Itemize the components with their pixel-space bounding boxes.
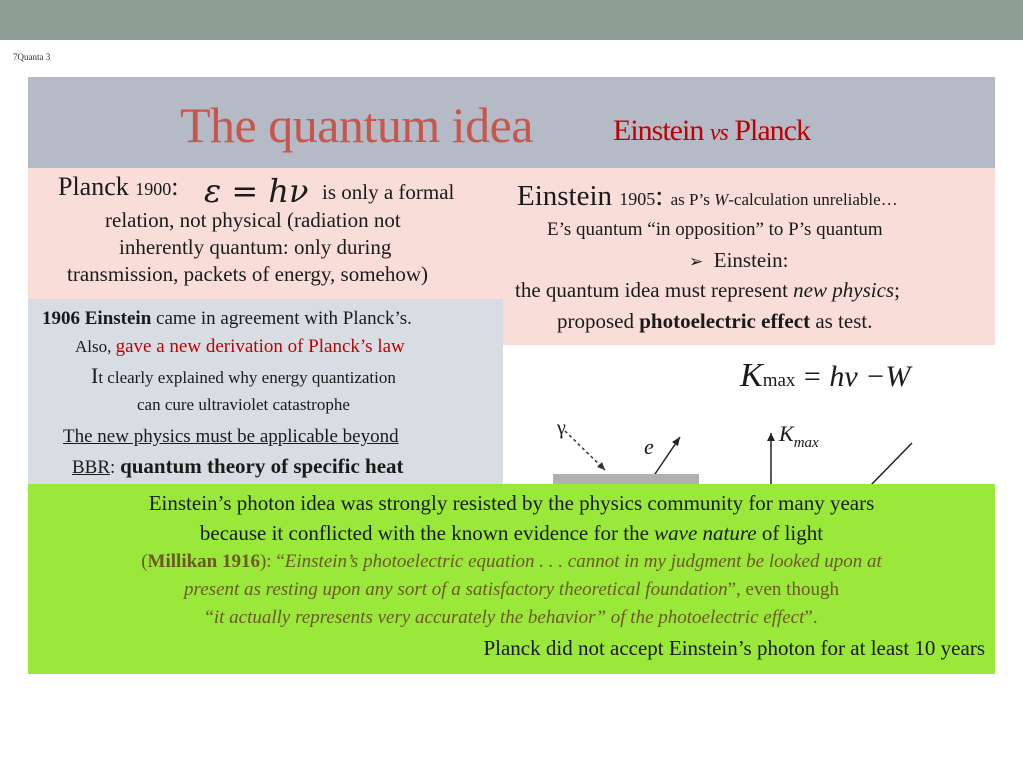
conclusion-quote-2: present as resting upon any sort of a satisfactory theoretical foundation”, even though bbox=[184, 579, 839, 600]
agreement-text-2: Also, gave a new derivation of Planck’s law bbox=[75, 336, 405, 357]
conclusion-quote-3: “it actually represents very accurately the behavior” of the photoelectric effect”. bbox=[205, 607, 818, 628]
einstein-heading: Einstein 1905: as P’s W-calculation unreliable… bbox=[517, 180, 898, 212]
slide-title: The quantum idea bbox=[180, 97, 533, 153]
subtitle-vs: vs bbox=[709, 120, 728, 146]
subtitle-planck: Planck bbox=[727, 114, 810, 147]
einstein-panel bbox=[503, 168, 995, 345]
subtitle-einstein: Einstein bbox=[613, 114, 710, 147]
kmax-line bbox=[871, 443, 912, 485]
gamma-label: γ bbox=[557, 417, 566, 439]
agreement-text-3: It clearly explained why energy quantization bbox=[91, 363, 396, 388]
planck-formula: ε = hν bbox=[204, 172, 309, 210]
conclusion-panel bbox=[28, 484, 995, 674]
agreement-text-5: The new physics must be applicable beyond bbox=[63, 426, 399, 447]
slide-subtitle bbox=[613, 114, 810, 148]
einstein-note: as P’s W-calculation unreliable… bbox=[670, 190, 898, 209]
electron-label: e bbox=[644, 434, 654, 459]
kmax-axis-arrowhead-icon bbox=[767, 433, 775, 441]
conclusion-text-final: Planck did not accept Einstein’s photon for at least 10 years bbox=[483, 636, 985, 660]
photoelectric-equation: Kmax = hν −W bbox=[740, 357, 911, 394]
einstein-text-2: E’s quantum “in opposition” to P’s quantum bbox=[547, 219, 883, 240]
planck-panel bbox=[28, 168, 503, 299]
planck-heading: Planck 1900: bbox=[58, 172, 179, 201]
agreement-text-4: can cure ultraviolet catastrophe bbox=[137, 395, 350, 414]
slide-label: 7Quanta 3 bbox=[13, 52, 51, 62]
kmax-label: $K_{max}$ bbox=[779, 421, 819, 451]
photon-arrowhead-icon bbox=[597, 462, 605, 470]
einstein-text-4: the quantum idea must represent new physics; bbox=[515, 278, 900, 302]
conclusion-quote-1: (Millikan 1916): “Einstein’s photoelectric equation . . . cannot in my judgment be looked upon at bbox=[141, 551, 882, 572]
conclusion-text-2: because it conflicted with the known evidence for the wave nature of light bbox=[199, 521, 824, 545]
planck-text-1: is only a formal bbox=[322, 180, 455, 204]
agreement-text-1: 1906 Einstein came in agreement with Planck’s. bbox=[42, 308, 412, 329]
incident-photon-arrow bbox=[565, 431, 605, 470]
einstein-bullet: ➢ Einstein: bbox=[689, 248, 789, 272]
arrow-bullet-icon: ➢ bbox=[689, 252, 704, 272]
top-banner bbox=[0, 0, 1023, 40]
agreement-text-6: BBR: quantum theory of specific heat bbox=[72, 454, 404, 478]
einstein-text-5: proposed photoelectric effect as test. bbox=[557, 309, 873, 333]
electron-arrowhead-icon bbox=[672, 437, 680, 446]
planck-text-4: transmission, packets of energy, somehow) bbox=[67, 262, 429, 286]
planck-text-3: inherently quantum: only during bbox=[119, 235, 392, 259]
conclusion-text-1: Einstein’s photon idea was strongly resisted by the physics community for many years bbox=[148, 491, 875, 515]
photoelectric-sketch bbox=[503, 345, 995, 485]
agreement-panel bbox=[28, 299, 503, 484]
photoelectric-diagram bbox=[503, 345, 995, 485]
planck-text-2: relation, not physical (radiation not bbox=[105, 208, 401, 232]
